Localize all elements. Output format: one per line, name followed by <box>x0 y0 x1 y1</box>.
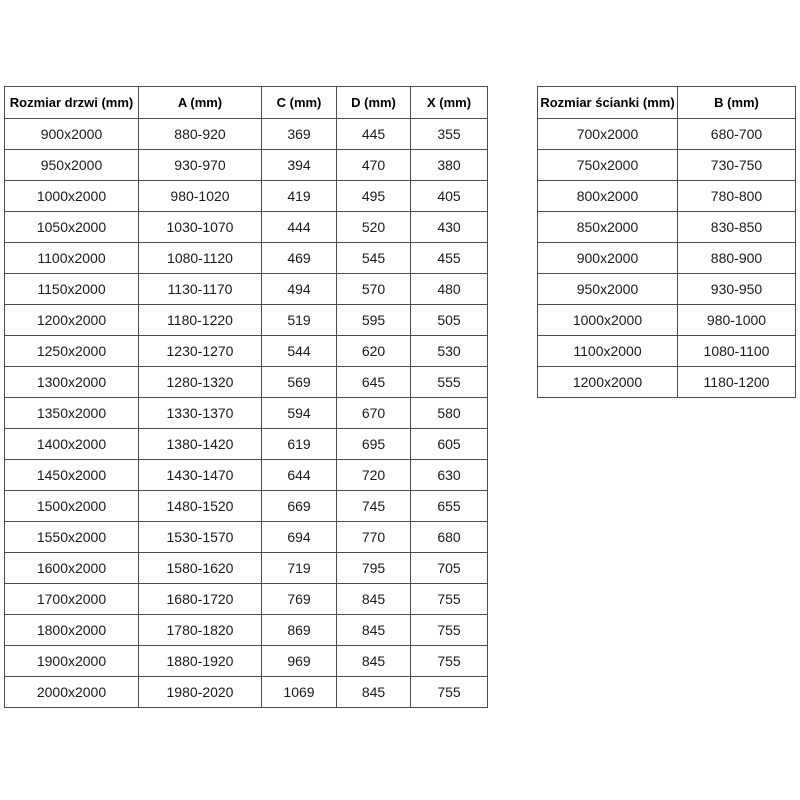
table-cell: 1080-1120 <box>139 243 262 274</box>
table-cell: 1230-1270 <box>139 336 262 367</box>
table-cell: 670 <box>337 398 411 429</box>
table-cell: 1180-1220 <box>139 305 262 336</box>
table-cell: 444 <box>262 212 337 243</box>
table-cell: 850x2000 <box>538 212 678 243</box>
table-cell: 845 <box>337 584 411 615</box>
table-row <box>5 212 488 243</box>
table-cell: 755 <box>411 646 488 677</box>
table-cell: 1330-1370 <box>139 398 262 429</box>
table-cell: 1130-1170 <box>139 274 262 305</box>
table-cell: 695 <box>337 429 411 460</box>
table-cell: 645 <box>337 367 411 398</box>
table-cell: 700x2000 <box>538 119 678 150</box>
table-row <box>538 119 796 150</box>
table-cell: 644 <box>262 460 337 491</box>
table-cell: 445 <box>337 119 411 150</box>
table-cell: 845 <box>337 646 411 677</box>
table-cell: 519 <box>262 305 337 336</box>
table-row <box>5 398 488 429</box>
table-cell: 570 <box>337 274 411 305</box>
table-cell: 1000x2000 <box>5 181 139 212</box>
table-cell: 1150x2000 <box>5 274 139 305</box>
table-cell: 680-700 <box>678 119 796 150</box>
table-cell: 930-970 <box>139 150 262 181</box>
table-cell: 1080-1100 <box>678 336 796 367</box>
table-cell: 1050x2000 <box>5 212 139 243</box>
table-row <box>538 212 796 243</box>
table-cell: 755 <box>411 677 488 708</box>
door-table-header-row <box>5 87 488 119</box>
table-cell: 1180-1200 <box>678 367 796 398</box>
table-cell: 755 <box>411 584 488 615</box>
table-row <box>5 367 488 398</box>
table-cell: 545 <box>337 243 411 274</box>
table-cell: 1580-1620 <box>139 553 262 584</box>
wall-table-header-row <box>538 87 796 119</box>
table-cell: 800x2000 <box>538 181 678 212</box>
table-cell: 950x2000 <box>5 150 139 181</box>
table-cell: 1100x2000 <box>538 336 678 367</box>
table-cell: 1350x2000 <box>5 398 139 429</box>
table-cell: 1430-1470 <box>139 460 262 491</box>
table-row <box>5 646 488 677</box>
table-row <box>538 243 796 274</box>
table-cell: 405 <box>411 181 488 212</box>
table-row <box>5 584 488 615</box>
table-cell: 1069 <box>262 677 337 708</box>
table-row <box>5 336 488 367</box>
door-sizes-table <box>4 86 488 708</box>
table-cell: 1100x2000 <box>5 243 139 274</box>
table-cell: 595 <box>337 305 411 336</box>
table-cell: 494 <box>262 274 337 305</box>
table-cell: 719 <box>262 553 337 584</box>
table-cell: 969 <box>262 646 337 677</box>
table-cell: 830-850 <box>678 212 796 243</box>
table-cell: 845 <box>337 677 411 708</box>
table-cell: 544 <box>262 336 337 367</box>
column-header: Rozmiar drzwi (mm) <box>5 87 139 119</box>
column-header: C (mm) <box>262 87 337 119</box>
table-cell: 770 <box>337 522 411 553</box>
wall-sizes-table <box>537 86 796 398</box>
table-cell: 980-1000 <box>678 305 796 336</box>
table-cell: 1680-1720 <box>139 584 262 615</box>
column-header: B (mm) <box>678 87 796 119</box>
table-cell: 594 <box>262 398 337 429</box>
table-cell: 1530-1570 <box>139 522 262 553</box>
table-cell: 380 <box>411 150 488 181</box>
table-cell: 430 <box>411 212 488 243</box>
table-row <box>5 615 488 646</box>
table-cell: 419 <box>262 181 337 212</box>
table-cell: 669 <box>262 491 337 522</box>
table-cell: 630 <box>411 460 488 491</box>
column-header: A (mm) <box>139 87 262 119</box>
table-cell: 1200x2000 <box>5 305 139 336</box>
table-cell: 745 <box>337 491 411 522</box>
table-cell: 394 <box>262 150 337 181</box>
table-cell: 1500x2000 <box>5 491 139 522</box>
table-row <box>5 677 488 708</box>
table-cell: 750x2000 <box>538 150 678 181</box>
table-row <box>538 367 796 398</box>
table-cell: 1550x2000 <box>5 522 139 553</box>
table-row <box>5 274 488 305</box>
table-cell: 1900x2000 <box>5 646 139 677</box>
table-cell: 555 <box>411 367 488 398</box>
table-row <box>538 150 796 181</box>
table-cell: 520 <box>337 212 411 243</box>
table-cell: 930-950 <box>678 274 796 305</box>
table-row <box>5 119 488 150</box>
table-cell: 369 <box>262 119 337 150</box>
table-cell: 2000x2000 <box>5 677 139 708</box>
table-row <box>5 150 488 181</box>
table-cell: 1480-1520 <box>139 491 262 522</box>
table-cell: 900x2000 <box>538 243 678 274</box>
table-cell: 1300x2000 <box>5 367 139 398</box>
column-header: X (mm) <box>411 87 488 119</box>
table-cell: 1380-1420 <box>139 429 262 460</box>
table-cell: 880-920 <box>139 119 262 150</box>
table-cell: 780-800 <box>678 181 796 212</box>
table-cell: 845 <box>337 615 411 646</box>
table-cell: 1980-2020 <box>139 677 262 708</box>
table-row <box>538 181 796 212</box>
table-cell: 1030-1070 <box>139 212 262 243</box>
table-row <box>5 522 488 553</box>
table-cell: 1200x2000 <box>538 367 678 398</box>
table-cell: 1000x2000 <box>538 305 678 336</box>
table-row <box>5 181 488 212</box>
table-cell: 505 <box>411 305 488 336</box>
table-cell: 755 <box>411 615 488 646</box>
table-cell: 569 <box>262 367 337 398</box>
table-cell: 455 <box>411 243 488 274</box>
table-cell: 680 <box>411 522 488 553</box>
table-row <box>5 305 488 336</box>
table-row <box>538 305 796 336</box>
table-row <box>5 491 488 522</box>
table-cell: 1880-1920 <box>139 646 262 677</box>
column-header: D (mm) <box>337 87 411 119</box>
table-cell: 1700x2000 <box>5 584 139 615</box>
table-cell: 980-1020 <box>139 181 262 212</box>
table-cell: 705 <box>411 553 488 584</box>
table-cell: 795 <box>337 553 411 584</box>
table-row <box>538 336 796 367</box>
table-cell: 580 <box>411 398 488 429</box>
table-cell: 355 <box>411 119 488 150</box>
table-cell: 480 <box>411 274 488 305</box>
table-cell: 620 <box>337 336 411 367</box>
table-cell: 950x2000 <box>538 274 678 305</box>
table-cell: 1800x2000 <box>5 615 139 646</box>
column-header: Rozmiar ścianki (mm) <box>538 87 678 119</box>
table-cell: 469 <box>262 243 337 274</box>
table-cell: 720 <box>337 460 411 491</box>
table-cell: 769 <box>262 584 337 615</box>
table-cell: 1780-1820 <box>139 615 262 646</box>
table-cell: 470 <box>337 150 411 181</box>
table-cell: 1600x2000 <box>5 553 139 584</box>
table-cell: 495 <box>337 181 411 212</box>
table-cell: 900x2000 <box>5 119 139 150</box>
table-cell: 1450x2000 <box>5 460 139 491</box>
table-cell: 530 <box>411 336 488 367</box>
table-cell: 1250x2000 <box>5 336 139 367</box>
table-row <box>5 429 488 460</box>
table-row <box>5 243 488 274</box>
table-cell: 694 <box>262 522 337 553</box>
table-cell: 1400x2000 <box>5 429 139 460</box>
table-cell: 619 <box>262 429 337 460</box>
table-cell: 880-900 <box>678 243 796 274</box>
table-cell: 605 <box>411 429 488 460</box>
table-cell: 1280-1320 <box>139 367 262 398</box>
table-cell: 655 <box>411 491 488 522</box>
table-row <box>5 460 488 491</box>
table-cell: 869 <box>262 615 337 646</box>
table-cell: 730-750 <box>678 150 796 181</box>
table-row <box>538 274 796 305</box>
table-row <box>5 553 488 584</box>
